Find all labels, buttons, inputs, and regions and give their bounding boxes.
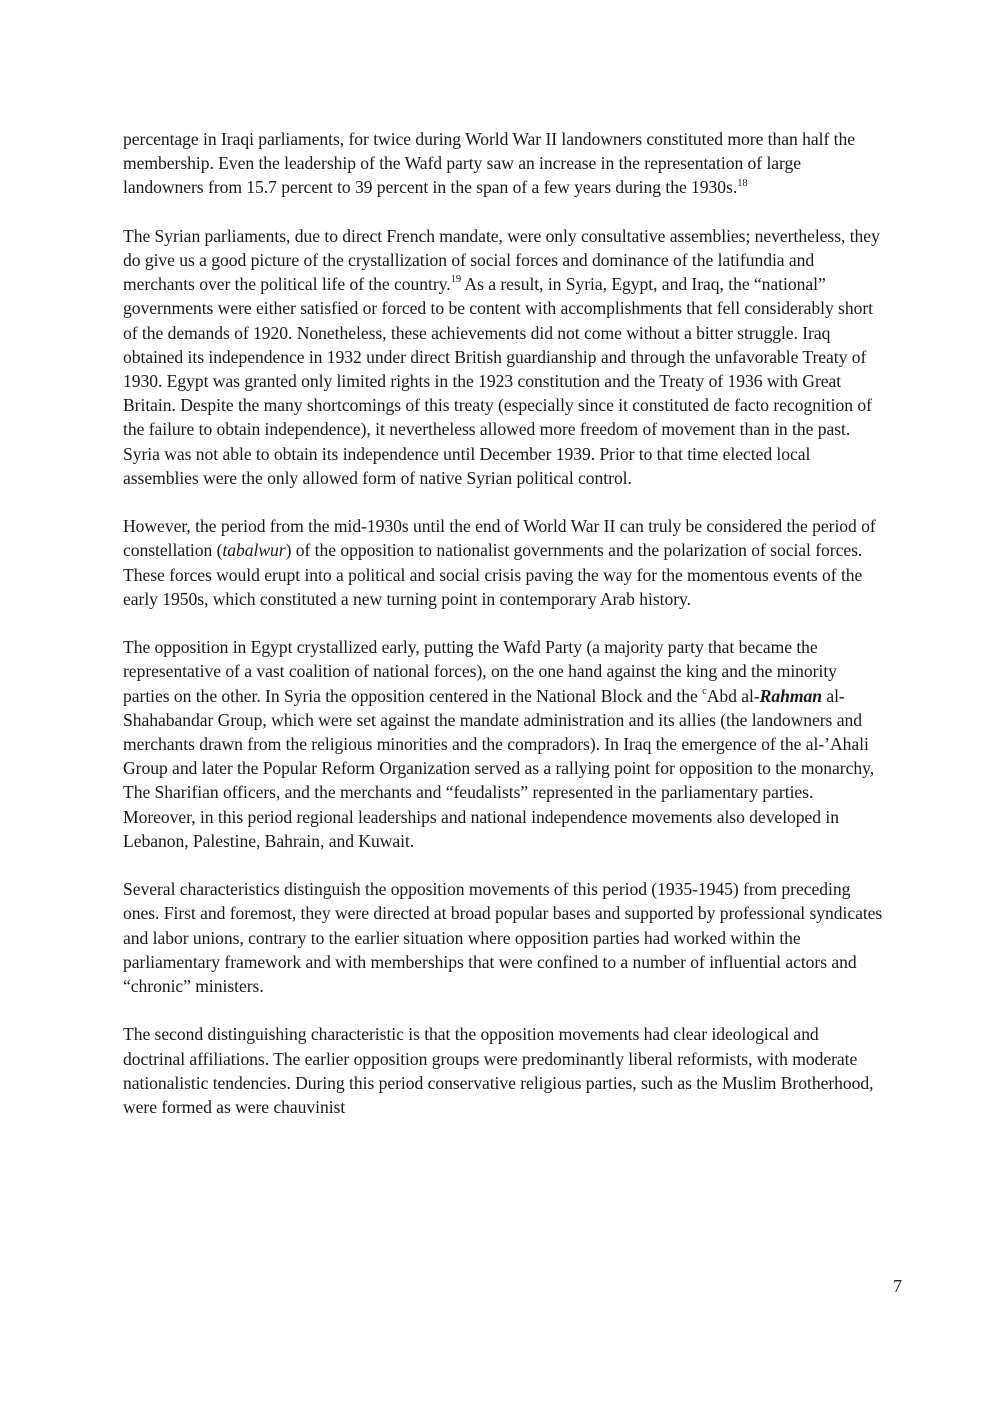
paragraph-text: However, the period from the mid-1930s until the end of World War II can truly be considered the period of constellation ( (123, 516, 876, 561)
paragraph-text: The second distinguishing characteristic is that the opposition movements had clear ideological and doctrinal affiliations. The earlier opposition groups were predominantly liberal reformists, with moderate nationalistic tendencies. During this period conservative religious parties, such as the Muslim Brotherhood, were formed as were chauvinist (123, 1024, 874, 1118)
paragraph-text: Abd al- (706, 685, 760, 706)
paragraph-text: ) of the opposition to nationalist governments and the polarization of social forces. These forces would erupt into a political and social crisis paving the way for the momentous events of the early 1950s, which constituted a new turning point in contemporary Arab history. (123, 540, 863, 609)
paragraph-4 (123, 635, 883, 853)
paragraph-text: As a result, in Syria, Egypt, and Iraq, the “national” governments were either satisfied or forced to be content with accomplishments that fell considerably short of the demands of 1920. Nonetheless, these achievements did not come without a bitter struggle. Iraq obtained its independence in 1932 under direct British guardianship and through the unfavorable Treaty of 1930. Egypt was granted only limited rights in the 1923 constitution and the Treaty of 1936 with Great Britain. Despite the many shortcomings of this treaty (especially since it constituted de facto recognition of the failure to obtain independence), it nevertheless allowed more freedom of movement than in the past. Syria was not able to obtain its independence until December 1939. Prior to that time elected local assemblies were the only allowed form of native Syrian political control. (123, 274, 873, 488)
paragraph-text: Several characteristics distinguish the opposition movements of this period (1935-1945) from preceding ones. First and foremost, they were directed at broad popular bases and supported by professional syndicates and labor unions, contrary to the earlier situation where opposition parties had worked within the parliamentary framework and with memberships that were confined to a number of influential actors and “chronic” ministers. (123, 879, 883, 997)
page-number: 7 (893, 1276, 902, 1296)
footnote-ref-19: 19 (450, 274, 462, 286)
bold-italic-name-rahman: Rahman (759, 685, 822, 706)
paragraph-text: al-Shahabandar Group, which were set against the mandate administration and its allies (the landowners and merchants drawn from the religious minorities and the compradors). In Iraq the emergence of the al-’Ahali Group and later the Popular Reform Organization served as a rallying point for opposition to the monarchy, The Sharifian officers, and the merchants and “feudalists” represented in the parliamentary parties. Moreover, in this period regional leaderships and national independence movements also developed in Lebanon, Palestine, Bahrain, and Kuwait. (123, 685, 875, 851)
paragraph-text: percentage in Iraqi parliaments, for twice during World War II landowners constituted more than half the membership. Even the leadership of the Wafd party saw an increase in the representation of large landowners from 15.7 percent to 39 percent in the span of a few years during the 1930s. (123, 129, 855, 198)
body-text (123, 127, 883, 1143)
paragraph-5 (123, 877, 883, 998)
paragraph-3 (123, 514, 883, 611)
italic-term-tabalwur: tabalwur (222, 540, 286, 561)
paragraph-2 (123, 224, 883, 490)
footnote-ref-18: 18 (737, 177, 748, 189)
ayn-superscript: c (702, 685, 707, 697)
paragraph-1 (123, 127, 883, 200)
paragraph-6 (123, 1022, 883, 1119)
paragraph-text: The opposition in Egypt crystallized early, putting the Wafd Party (a majority party that became the representative of a vast coalition of national forces), on the one hand against the king and the minority parties on the other. In Syria the opposition centered in the National Block and the (123, 637, 837, 706)
paragraph-text: The Syrian parliaments, due to direct French mandate, were only consultative assemblies; nevertheless, they do give us a good picture of the crystallization of social forces and dominance of the latifundia and merchants over the political life of the country. (123, 225, 880, 295)
